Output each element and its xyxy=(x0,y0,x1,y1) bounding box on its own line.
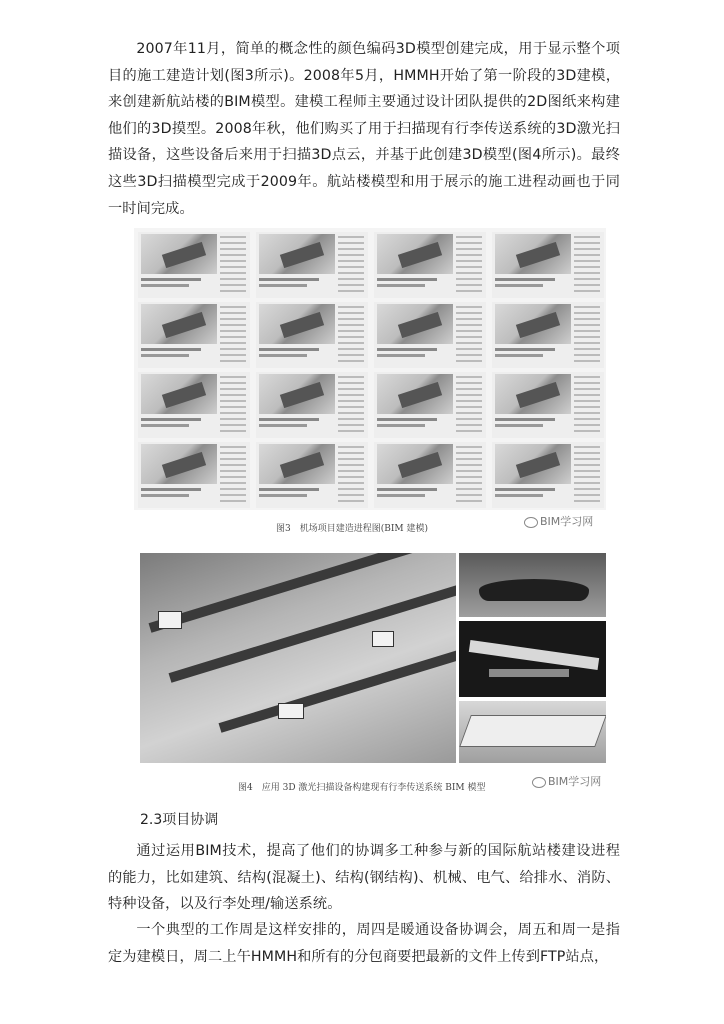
render-shape xyxy=(469,640,599,670)
figure-3-image xyxy=(134,228,606,510)
wechat-icon xyxy=(532,777,546,788)
watermark-text: BIM学习网 xyxy=(548,775,602,788)
figure-3-caption: 图3 机场项目建造进程图(BIM 建模) xyxy=(276,524,428,534)
section-heading: 2.3项目协调 xyxy=(140,812,219,828)
equipment-box xyxy=(158,611,182,629)
progress-snapshot-tile xyxy=(374,232,486,298)
body-paragraph-1: 2007年11月，简单的概念性的颜色编码3D模型创建完成，用于显示整个项目的施工建造计划(图3所示)。2008年5月，HMMH开始了第一阶段的3D建模，来创建新航站楼的BIM模型。建模工程师主要通过设计团队提供的2D图纸来构建他们的3D摸型。2008年秋，他们购买了用于扫描现有行李传送系统的3D激光扫描设备，这些设备后来用于扫描3D点云，并基于此创建3D模型(图4所示)。最终这些3D扫描模型完成于2009年。航站楼模型和用于展示的施工进程动画也于同一时间完成。 xyxy=(108,41,620,217)
progress-snapshot-tile xyxy=(138,442,250,508)
figure-4-render-top xyxy=(459,553,606,617)
progress-snapshot-tile xyxy=(138,232,250,298)
progress-snapshot-tile xyxy=(256,232,368,298)
figure-4-main-image xyxy=(140,553,456,763)
progress-snapshot-tile xyxy=(256,372,368,438)
progress-snapshot-tile xyxy=(374,442,486,508)
figure-4-render-middle xyxy=(459,621,606,697)
figure-4-caption: 图4 应用 3D 激光扫描设备构建现有行李传送系统 BIM 模型 xyxy=(238,783,486,793)
render-shape xyxy=(489,669,569,677)
body-paragraph-3: 一个典型的工作周是这样安排的，周四是暖通设备协调会，周五和周一是指定为建模日，周二上午HMMH和所有的分包商要把最新的文件上传到FTP站点， xyxy=(108,922,620,965)
render-shape xyxy=(459,715,606,747)
figure-4-render-bottom xyxy=(459,701,606,763)
progress-snapshot-tile xyxy=(492,302,604,368)
watermark xyxy=(524,513,593,529)
conveyor-beam xyxy=(149,553,456,633)
body-paragraph-2: 通过运用BIM技术，提高了他们的协调多工种参与新的国际航站楼建设进程的能力，比如建筑、结构(混凝土)、结构(钢结构)、机械、电气、给排水、消防、特种设备，以及行李处理/输送系统。 xyxy=(108,843,620,913)
wechat-icon xyxy=(524,517,538,528)
progress-snapshot-tile xyxy=(492,372,604,438)
progress-snapshot-tile xyxy=(138,372,250,438)
progress-snapshot-tile xyxy=(492,442,604,508)
progress-snapshot-tile xyxy=(374,302,486,368)
equipment-box xyxy=(372,631,394,647)
watermark xyxy=(532,773,601,789)
progress-snapshot-tile xyxy=(138,302,250,368)
render-shape xyxy=(479,579,589,601)
progress-snapshot-tile xyxy=(374,372,486,438)
equipment-box xyxy=(278,703,304,719)
progress-snapshot-tile xyxy=(256,442,368,508)
watermark-text: BIM学习网 xyxy=(540,515,594,528)
conveyor-beam xyxy=(219,647,456,733)
progress-snapshot-tile xyxy=(492,232,604,298)
progress-snapshot-tile xyxy=(256,302,368,368)
